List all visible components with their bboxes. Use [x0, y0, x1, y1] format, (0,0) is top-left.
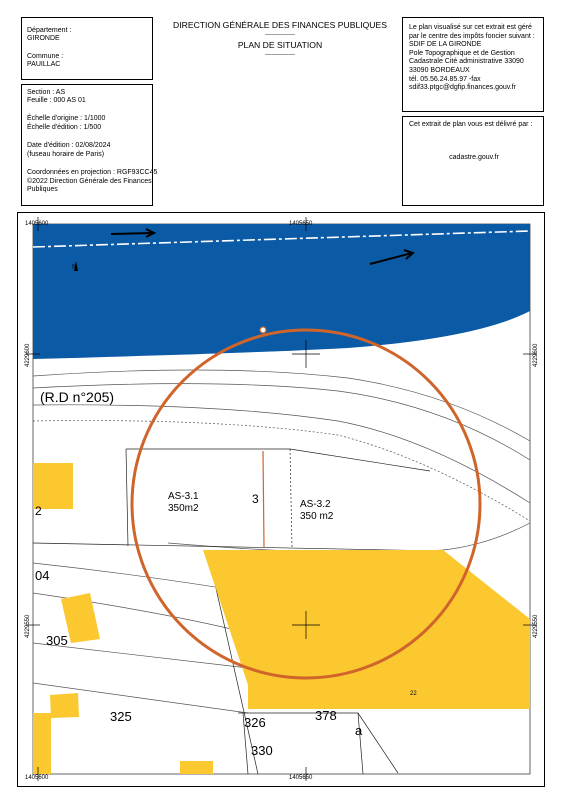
coord-left-lower: 4229550: [25, 614, 31, 638]
commune-value: PAUILLAC: [27, 61, 61, 68]
delivery-site[interactable]: cadastre.gouv.fr: [449, 154, 499, 161]
parcel-a-label: a: [355, 723, 363, 738]
building-left-top: [33, 463, 73, 509]
building-small-3: [180, 761, 213, 774]
tax-center-line-7: tél. 05.56.24.85.97 -fax: [409, 75, 481, 83]
echelle-edition-text: Échelle d'édition : 1/500: [27, 124, 102, 131]
tax-center-box: [402, 17, 544, 112]
title-dashes-2: ---------------: [265, 52, 295, 58]
parcel-2-code: AS-3.2: [300, 499, 331, 510]
section-text: Section : AS: [27, 89, 66, 96]
building-22-label: 22: [410, 691, 417, 697]
coord-bottom-left: 1405600: [25, 775, 49, 781]
coord-bottom-mid: 1405650: [289, 775, 313, 781]
tax-center-line-2: par le centre des impôts foncier suivant :: [409, 32, 535, 40]
parcel-04-label: 04: [35, 568, 50, 583]
fuseau-text: (fuseau horaire de Paris): [27, 151, 105, 158]
parcel-1-code: AS-3.1: [168, 491, 199, 502]
map-frame: [17, 212, 545, 787]
page-title: DIRECTION GÉNÉRALE DES FINANCES PUBLIQUES: [173, 20, 387, 30]
tax-center-line-5: Cadastrale Cité administrative 33090: [409, 58, 524, 66]
delivery-text: Cet extrait de plan vous est délivré par :: [409, 121, 533, 128]
feuille-text: Feuille : 000 AS 01: [27, 97, 86, 104]
tax-center-line-6: 33090 BORDEAUX: [409, 66, 470, 74]
plan-subtitle: PLAN DE SITUATION: [237, 40, 323, 50]
parcel-2-label: 2: [35, 504, 42, 518]
parcel-3-label: 3: [252, 492, 259, 506]
copyright-text-1: ©2022 Direction Générale des Finances: [27, 178, 152, 185]
coord-top-mid: 1405650: [289, 221, 313, 227]
title-dashes-1: ---------------: [265, 32, 295, 38]
title-block: [158, 20, 402, 60]
cadastral-map: [18, 213, 544, 786]
circle-marker: [260, 327, 266, 333]
tax-center-line-1: Le plan visualisé sur cet extrait est géré: [409, 24, 532, 31]
echelle-origine-text: Échelle d'origine : 1/1000: [27, 115, 106, 122]
coord-left-upper: 4229600: [25, 343, 31, 367]
coordonnees-text: Coordonnées en projection : RGF93CC45: [27, 169, 158, 176]
info-box: [21, 84, 158, 206]
parcel-2-area: 350 m2: [300, 511, 334, 522]
parcel-326-label: 326: [244, 715, 266, 730]
location-box: [21, 17, 153, 80]
coord-top-left: 1405600: [25, 221, 49, 227]
copyright-text-2: Publiques: [27, 186, 58, 193]
parcel-305-label: 305: [46, 633, 68, 648]
parcel-1-area: 350m2: [168, 503, 199, 514]
coord-right-lower: 4229550: [533, 614, 539, 638]
tax-center-line-4: Pole Topographique et de Gestion: [409, 49, 515, 57]
tax-center-line-3: SDIF DE LA GIRONDE: [409, 41, 482, 49]
coord-right-upper: 4229600: [533, 343, 539, 367]
building-small-2: [33, 713, 51, 774]
parcel-330-label: 330: [251, 743, 273, 758]
road-label: (R.D n°205): [40, 389, 115, 405]
parcel-325-label: 325: [110, 709, 132, 724]
building-small-1: [50, 693, 79, 718]
departement-label: Département :: [27, 27, 72, 34]
parcel-378-label: 378: [315, 708, 337, 723]
departement-value: GIRONDE: [27, 35, 60, 42]
north-label: N: [72, 264, 78, 271]
tax-center-line-8: sdif33.ptgc@dgfip.finances.gouv.fr: [409, 84, 516, 92]
date-edition-text: Date d'édition : 02/08/2024: [27, 142, 111, 149]
delivery-box: [402, 116, 544, 206]
commune-label: Commune :: [27, 53, 64, 60]
